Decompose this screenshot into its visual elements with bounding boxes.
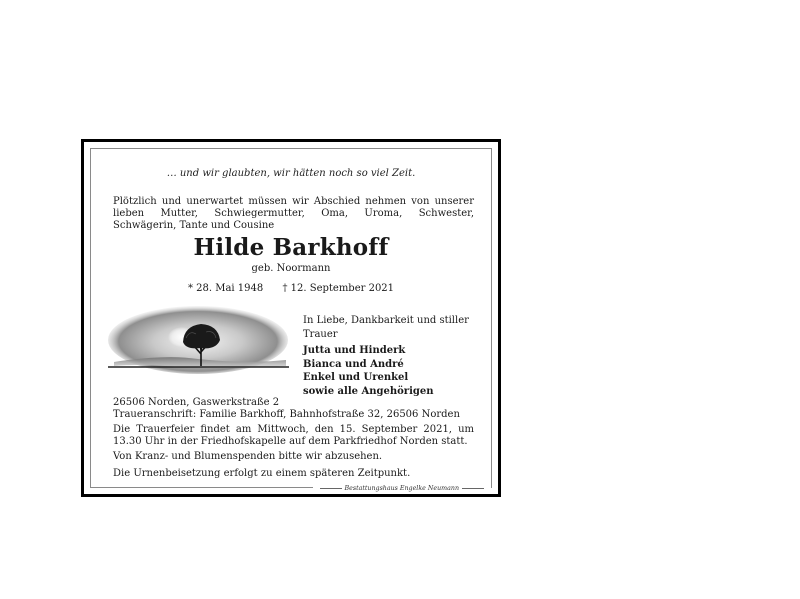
mourner-name: sowie alle Angehörigen — [303, 385, 434, 397]
divider-line — [320, 488, 342, 489]
divider-line — [462, 488, 484, 489]
address-line-2: Traueranschrift: Familie Barkhoff, Bahnhofstraße 32, 26506 Norden — [113, 409, 460, 420]
notice-inner-frame — [90, 148, 492, 492]
mourners-lead: In Liebe, Dankbarkeit und stiller Trauer — [303, 315, 469, 340]
address-line-1: 26506 Norden, Gaswerkstraße 2 — [113, 397, 280, 408]
death-date: † 12. September 2021 — [282, 283, 395, 294]
life-dates — [91, 283, 491, 294]
deceased-name: Hilde Barkhoff — [193, 234, 389, 261]
mourner-name: Enkel und Urenkel — [303, 372, 409, 383]
birth-name: geb. Noormann — [251, 263, 331, 274]
intro-text: Plötzlich und unerwartet müssen wir Abschied nehmen von unserer lieben Mutter, Schwiegermutter, Oma, Uroma, Schwester, Schwägerin, Tante und Cousine — [113, 196, 474, 231]
obituary-notice — [81, 139, 501, 497]
mourners-block — [303, 314, 491, 398]
birth-date: * 28. Mai 1948 — [187, 283, 264, 294]
urn-note: Die Urnenbeisetzung erfolgt zu einem späteren Zeitpunkt. — [113, 468, 411, 479]
flowers-note: Von Kranz- und Blumenspenden bitte wir abzusehen. — [113, 451, 383, 462]
undertaker-name: Bestattungshaus Engelke Neumann — [344, 485, 459, 492]
mourner-name: Jutta und Hinderk — [303, 345, 406, 356]
lone-tree-icon — [106, 304, 291, 379]
undertaker-credit — [313, 485, 492, 492]
mourner-name: Bianca und André — [303, 358, 404, 370]
motto: … und wir glaubten, wir hätten noch so viel Zeit. — [166, 168, 416, 179]
service-info: Die Trauerfeier findet am Mittwoch, den 15. September 2021, um 13.30 Uhr in der Friedhofskapelle auf dem Parkfriedhof Norden statt. — [113, 424, 474, 447]
address-block — [113, 397, 460, 421]
